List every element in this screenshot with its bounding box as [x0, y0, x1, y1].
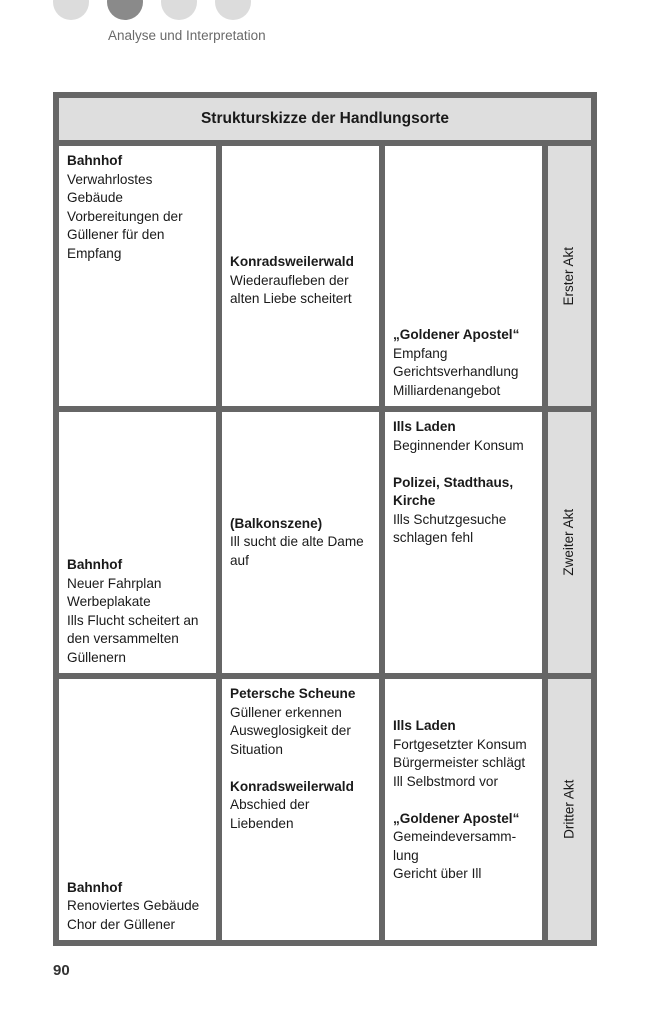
location-title: Polizei, Stadthaus, Kirche	[393, 474, 514, 508]
event-line: Abschied der	[230, 797, 310, 812]
table-title: Strukturskizze der Handlungsorte	[59, 98, 591, 140]
event-line: Chor der Güllener	[67, 916, 176, 932]
location-title: Bahnhof	[67, 557, 123, 572]
cell-act3-col2	[222, 679, 379, 940]
cell-act3-col3	[385, 679, 542, 940]
event-line: Bürgermeister schlägt	[393, 755, 526, 770]
act-label: Zweiter Akt	[561, 509, 577, 576]
cell-act1-col3	[385, 146, 542, 406]
event-line: Liebenden	[230, 815, 294, 831]
location-title: Ills Laden	[393, 718, 456, 733]
act-label: Erster Akt	[561, 246, 577, 306]
event-line: Empfang	[67, 245, 122, 261]
structure-table	[53, 92, 597, 946]
event-line: Verwahrlostes	[67, 171, 153, 187]
location-title: Ills Laden	[393, 419, 456, 434]
event-line: Renoviertes Gebäude	[67, 898, 200, 913]
event-line: Gerichtsverhandlung	[393, 364, 519, 379]
location-title: „Goldener Apostel“	[393, 327, 520, 342]
event-line: alten Liebe scheitert	[230, 291, 352, 307]
cell-act1-col2	[222, 146, 379, 406]
location-title: Bahnhof	[67, 879, 123, 895]
event-line: Güllener für den	[67, 227, 165, 242]
event-line: Empfang	[393, 345, 448, 361]
event-line: Ills Schutzgesuche	[393, 511, 507, 527]
event-line: Ill sucht die alte Dame	[230, 534, 364, 550]
event-line: Gemeindeversamm-	[393, 829, 517, 844]
event-line: Fortgesetzter Konsum	[393, 736, 527, 752]
event-line: Gericht über Ill	[393, 866, 482, 881]
event-line: Güllener erkennen	[230, 704, 342, 720]
act-label-cell	[548, 146, 591, 406]
location-block	[393, 810, 534, 884]
event-line: Wiederaufleben der	[230, 272, 349, 288]
event-line: Situation	[230, 741, 283, 757]
location-block	[230, 778, 371, 834]
location-title: Konradsweilerwald	[230, 254, 354, 270]
event-line: lung	[393, 847, 419, 863]
cell-act1-col1	[59, 146, 216, 406]
location-block	[393, 717, 534, 791]
act-label-cell	[548, 412, 591, 673]
event-line: Vorbereitungen der	[67, 208, 183, 224]
location-block	[67, 556, 208, 667]
event-line: Ills Flucht scheitert an	[67, 612, 199, 628]
event-line: Beginnender Konsum	[393, 437, 524, 453]
location-block	[230, 685, 371, 759]
act-label-cell	[548, 679, 591, 940]
location-block	[67, 152, 208, 263]
act-label: Dritter Akt	[561, 779, 577, 840]
event-line: Milliardenangebot	[393, 382, 501, 398]
location-block	[230, 515, 371, 571]
chapter-progress-dots	[53, 0, 251, 20]
event-line: Gebäude	[67, 190, 123, 205]
location-block	[393, 474, 534, 548]
cell-act2-col2	[222, 412, 379, 673]
location-block	[393, 326, 534, 400]
cell-act2-col3	[385, 412, 542, 673]
location-block	[393, 418, 534, 455]
cell-act3-col1	[59, 679, 216, 940]
event-line: Neuer Fahrplan	[67, 575, 162, 591]
page-number: 90	[53, 962, 70, 979]
progress-dot	[215, 0, 251, 20]
cell-act2-col1	[59, 412, 216, 673]
event-line: Güllenern	[67, 649, 126, 665]
event-line: Ausweglosigkeit der	[230, 723, 351, 738]
location-title: „Goldener Apostel“	[393, 810, 520, 826]
progress-dot	[161, 0, 197, 20]
event-line: Werbeplakate	[67, 594, 151, 609]
event-line: schlagen fehl	[393, 530, 474, 545]
event-line: Ill Selbstmord vor	[393, 773, 499, 789]
location-block	[67, 879, 208, 935]
location-title: Petersche Scheune	[230, 686, 356, 701]
event-line: auf	[230, 552, 249, 568]
progress-dot	[53, 0, 89, 20]
progress-dot-active	[107, 0, 143, 20]
location-title: Bahnhof	[67, 153, 123, 168]
event-line: den versammelten	[67, 631, 179, 646]
location-title: Konradsweilerwald	[230, 778, 354, 794]
location-block	[230, 253, 371, 309]
location-title: (Balkonszene)	[230, 515, 323, 531]
section-label: Analyse und Interpretation	[108, 28, 266, 43]
